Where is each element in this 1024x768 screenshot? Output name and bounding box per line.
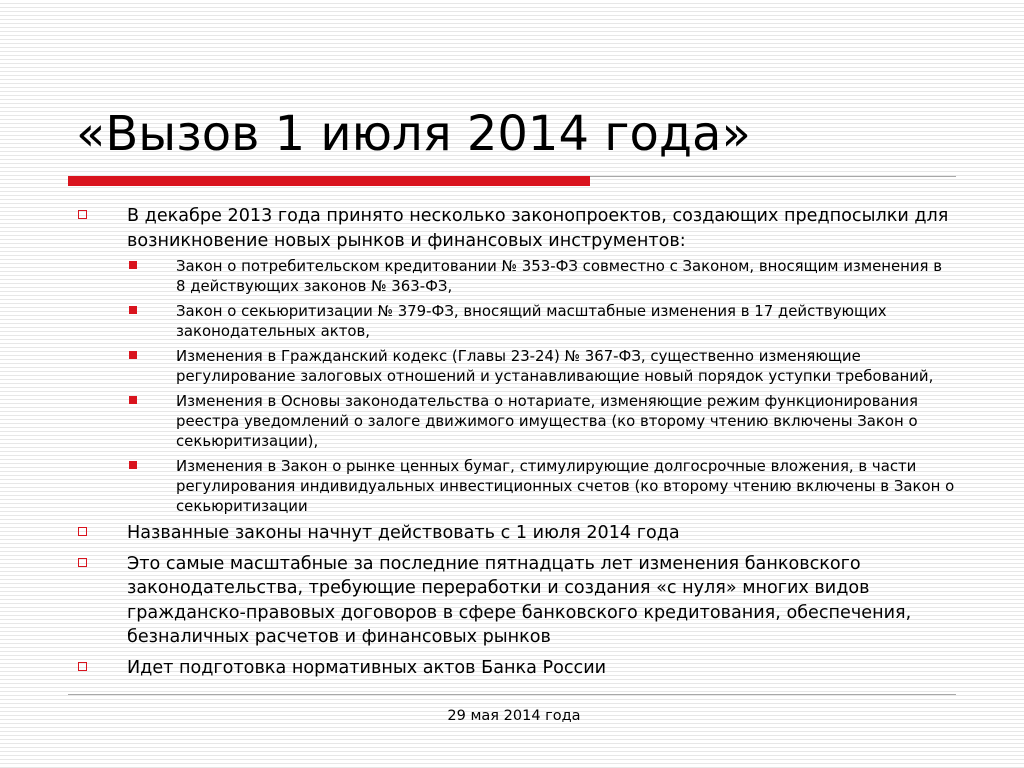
footer-divider-line xyxy=(68,694,956,695)
filled-square-icon xyxy=(129,261,137,269)
bullet-text: Названные законы начнут действовать с 1 июля 2014 года xyxy=(127,523,680,543)
bullet-item xyxy=(75,552,955,650)
filled-square-icon xyxy=(129,396,137,404)
filled-square-icon xyxy=(129,351,137,359)
sub-bullet-item xyxy=(75,391,955,451)
bullet-list xyxy=(75,204,955,680)
footer-date: 29 мая 2014 года xyxy=(447,708,581,724)
sub-bullet-item xyxy=(75,456,955,516)
bullet-text: Идет подготовка нормативных актов Банка России xyxy=(127,657,607,678)
sub-bullet-text: Изменения в Основы законодательства о нотариате, изменяющие режим функционирования реестра уведомлений о залоге движимого имущества (ко второму чтению включены Закон о секьюритизации), xyxy=(176,392,918,450)
hollow-square-icon xyxy=(78,210,87,219)
filled-square-icon xyxy=(129,306,137,314)
sub-bullet-text: Закон о секьюритизации № 379-ФЗ, вносящий масштабные изменения в 17 действующих законодательных актов, xyxy=(176,302,887,340)
hollow-square-icon xyxy=(78,558,87,567)
title-accent-bar xyxy=(68,176,590,186)
sub-bullet-text: Изменения в Гражданский кодекс (Главы 23-24) № 367-ФЗ, существенно изменяющие регулирование залоговых отношений и устанавливающие новый порядок уступки требований, xyxy=(176,347,934,385)
sub-bullet-list xyxy=(75,256,955,516)
sub-bullet-item xyxy=(75,256,955,296)
bullet-item xyxy=(75,204,955,253)
bullet-text: В декабре 2013 года принято несколько законопроектов, создающих предпосылки для возникновение новых рынков и финансовых инструментов: xyxy=(127,206,949,251)
slide-title: «Вызов 1 июля 2014 года» xyxy=(76,106,751,162)
bullet-text: Это самые масштабные за последние пятнадцать лет изменения банковского законодательства, требующие переработки и создания «с нуля» многих видов гражданско-правовых договоров в сфере банковского кредитования, обеспечения, безналичных расчетов и финансовых рынков xyxy=(127,553,912,647)
sub-bullet-text: Изменения в Закон о рынке ценных бумаг, стимулирующие долгосрочные вложения, в части регулирования индивидуальных инвестиционных счетов (ко второму чтению включены в Закон о секьюритизации xyxy=(176,457,955,515)
bullet-item xyxy=(75,521,955,546)
sub-bullet-item xyxy=(75,346,955,386)
hollow-square-icon xyxy=(78,527,87,536)
hollow-square-icon xyxy=(78,662,87,671)
bullet-item xyxy=(75,656,955,681)
sub-bullet-item xyxy=(75,301,955,341)
filled-square-icon xyxy=(129,461,137,469)
sub-bullet-text: Закон о потребительском кредитовании № 353-ФЗ совместно с Законом, вносящим изменения в 8 действующих законов № 363-ФЗ, xyxy=(176,257,943,295)
